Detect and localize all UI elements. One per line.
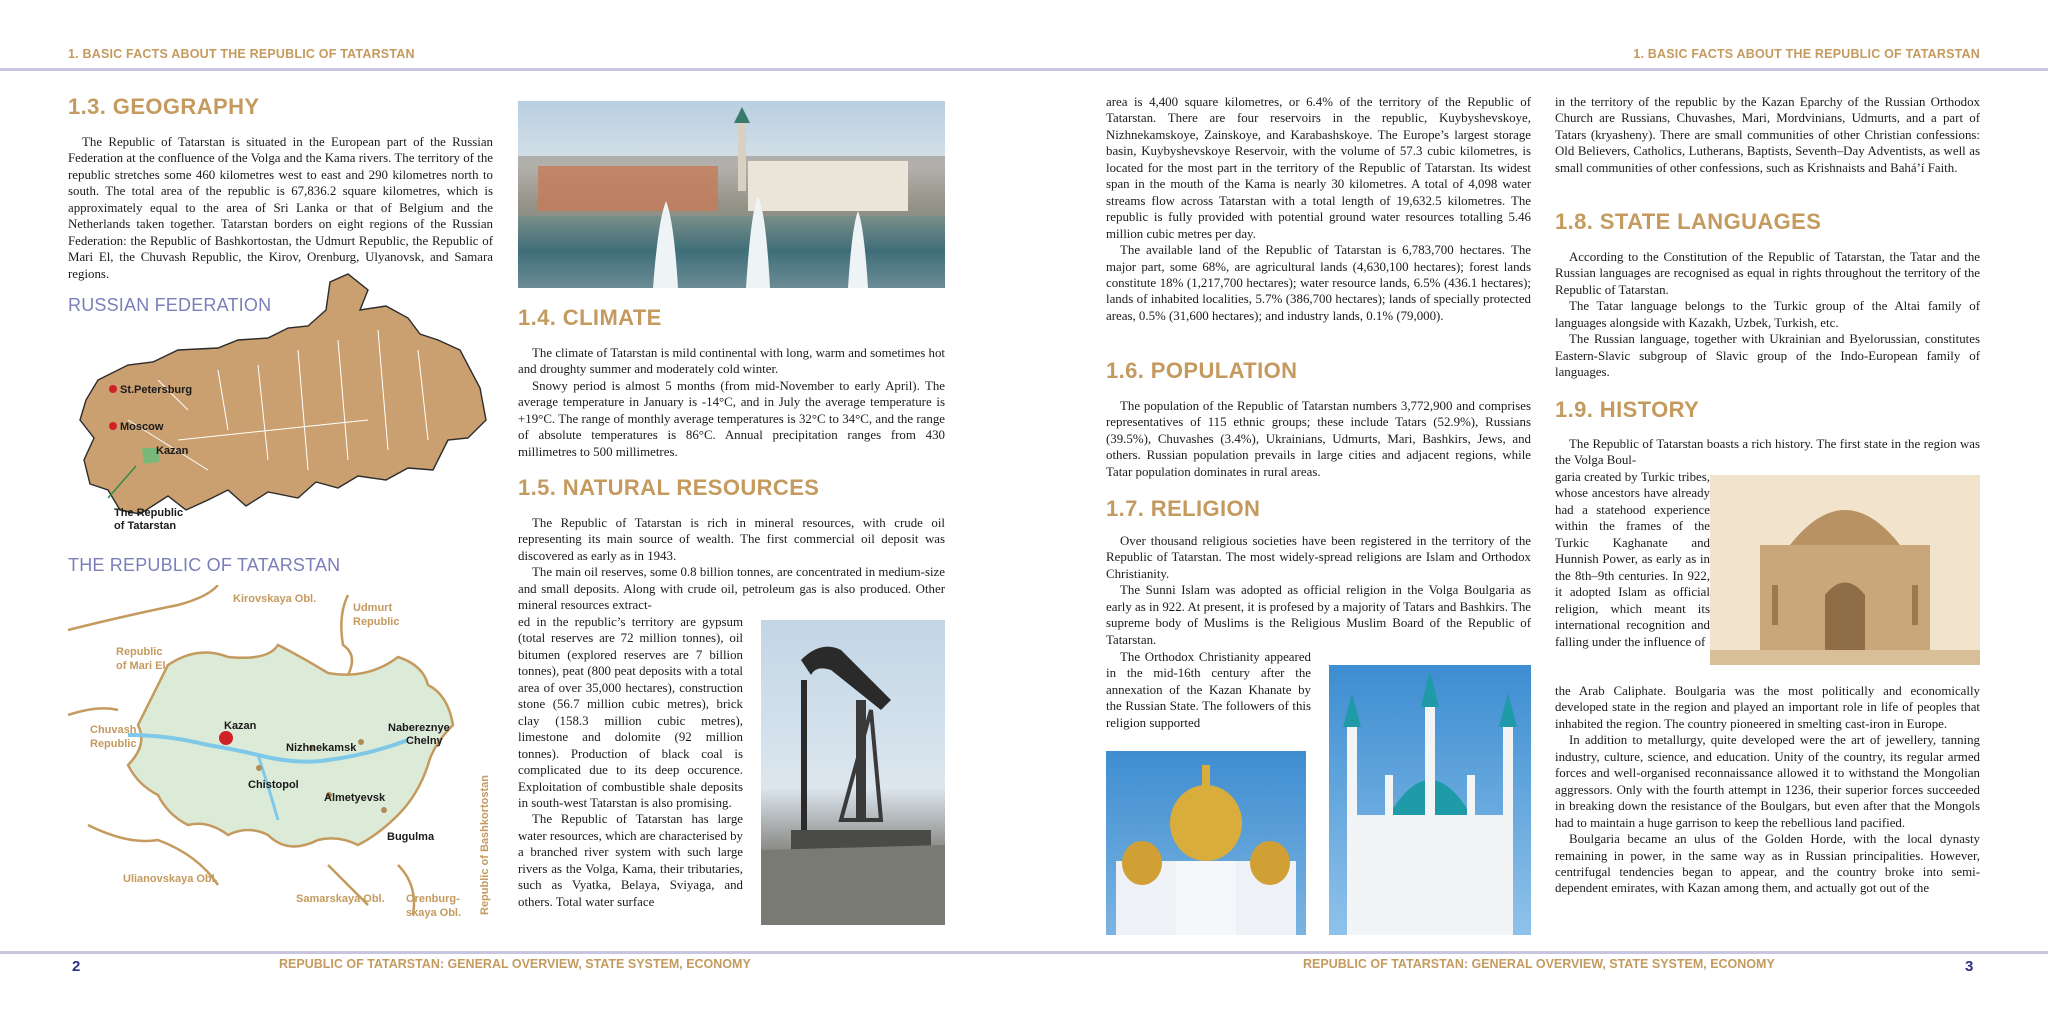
label-tatarstan-1: The Republic bbox=[114, 507, 184, 519]
section-title-languages: 1.8. STATE LANGUAGES bbox=[1555, 209, 1822, 234]
label-bashkortostan: Republic of Bashkortostan bbox=[479, 775, 491, 915]
label-kazan-russia: Kazan bbox=[156, 445, 189, 457]
spb-marker bbox=[109, 385, 117, 393]
section-title-climate: 1.4. CLIMATE bbox=[518, 305, 662, 330]
label-chelny-1: Nabereznye bbox=[388, 722, 450, 734]
section-title-religion: 1.7. RELIGION bbox=[1106, 496, 1261, 521]
tatarstan-map bbox=[68, 585, 498, 925]
running-header-right: 1. BASIC FACTS ABOUT THE REPUBLIC OF TATARSTAN bbox=[1633, 47, 1980, 61]
mosque-photo bbox=[1329, 665, 1531, 935]
section-title-geography: 1.3. GEOGRAPHY bbox=[68, 94, 260, 119]
running-footer-right: REPUBLIC OF TATARSTAN: GENERAL OVERVIEW, STATE SYSTEM, ECONOMY bbox=[1303, 957, 1775, 971]
header-rule bbox=[0, 68, 2048, 71]
mausoleum-art bbox=[1710, 475, 1980, 665]
label-chelny-2: Chelny bbox=[406, 735, 443, 747]
label-moscow: Moscow bbox=[120, 421, 164, 433]
religion-text-1: Over thousand religious societies have been registered in the territory of the Republic of Tatarstan. The most widely-spread religions are Islam and Orthodox Christianity. The Sunni Islam was adopted as official religion in the Volga Boulgaria as early as in 922. At present, it is profesed by a majority of Tatars and Bashkirs. The supreme body of Muslims is the Religious Muslim Board of the Republic of Tatarstan. bbox=[1106, 534, 1531, 647]
mausoleum-photo bbox=[1710, 475, 1980, 665]
label-udmurt-2: Republic bbox=[353, 616, 400, 628]
natural-text-1: The Republic of Tatarstan is rich in mineral resources, with crude oil representing its main source of wealth. The first commercial oil deposit was discovered as early as in 1943. The main oil reserves, some 0.8 billion tonnes, are concentrated in medium-size and small deposits. Along with crude oil, petroleum gas is also produced. Other mineral resources extract- bbox=[518, 516, 945, 613]
geography-text: The Republic of Tatarstan is situated in the European part of the Russian Federation at the confluence of the Volga and the Kama rivers. The territory of the republic stretches some 460 kilometres west to east and 290 kilometres north to south. The total area of the republic is 67,836.2 square kilometres, which is approximately equal to the area of Sri Lanka or that of Belgium and the Netherlands taken together. Tatarstan borders on eight regions of the Russian Federation: the Republic of Bashkortostan, the Udmurt Republic, the Republic of Mari El, the Chuvash Republic, the Kirov, Orenburg, Ulyanovsk, and Samara regions. bbox=[68, 135, 493, 281]
label-orenburg-2: skaya Obl. bbox=[406, 907, 462, 919]
label-mari-1: Republic bbox=[116, 646, 163, 658]
running-header-left: 1. BASIC FACTS ABOUT THE REPUBLIC OF TATARSTAN bbox=[68, 47, 415, 61]
label-kirov: Kirovskaya Obl. bbox=[233, 593, 317, 605]
bugulma-marker bbox=[381, 807, 387, 813]
russia-map bbox=[68, 270, 498, 540]
religion-text-cont: in the territory of the republic by the Kazan Eparchy of the Russian Orthodox Church are Russians, Chuvashes, Mari, Mordvinians, Udmurts, and a part of Tatars (kryasheny). There are small communities of other Christian confessions: Old Believers, Catholics, Lutherans, Baptists, Seventh–Day Adventists, as well as small communities of other confessions, such as Krishnaists and Bahá’í Faith. bbox=[1555, 95, 1980, 175]
kazan-capital-marker bbox=[219, 731, 233, 745]
label-nizhnekamsk: Nizhnekamsk bbox=[286, 742, 357, 754]
label-almetyevsk: Almetyevsk bbox=[324, 792, 386, 804]
orthodox-church-photo bbox=[1106, 751, 1306, 935]
languages-text: According to the Constitution of the Republic of Tatarstan, the Tatar and the Russian languages are recognised as equal in rights throughout the territory of the Republic of Tatarstan. The Tatar language belongs to the Turkic group of the Altai family of languages alongside with Kazakh, Uzbek, Turkish, etc. The Russian language, together with Ukrainian and Byelorussian, constitutes Eastern-Slavic subgroup of Slavic group of the Indo-European family of languages. bbox=[1555, 250, 1980, 380]
label-tatarstan-2: of Tatarstan bbox=[114, 520, 177, 532]
oil-pump-photo bbox=[761, 620, 945, 925]
chelny-marker bbox=[358, 739, 364, 745]
history-text-3: the Arab Caliphate. Boulgaria was the most politically and economically developed state in the region and played an important role in life of peoples that inhabited the region. The country pioneered in smelting cast-iron in Europe. In addition to metallurgy, quite developed were the art of jewellery, tanning industry, culture, science, and education. Unity of the country, its regular armed forces and well-organised reconnaissance allowed it to withstand the Mongolian aggressors. Only with the fourth attempt in 1236, their superior forces succeeded in breaking down the resistance of the Boulgars, but even after that the Mongols had to maintain a huge garrison to keep the rebellious land pacified. Boulgaria became an ulus of the Golden Horde, with the local dynasty remaining in power, in the same way as in Russian principalities. However, centrifugal tendencies began to appear, and the country broke into semi-dependent emirates, with Kazan among them, and actually got out of the bbox=[1555, 684, 1980, 896]
label-ulianovsk: Ulianovskaya Obl. bbox=[123, 873, 218, 885]
kazan-city-photo bbox=[518, 101, 945, 288]
label-chuvash-1: Chuvash bbox=[90, 724, 137, 736]
religion-text-2: The Orthodox Christianity appeared in the mid-16th century after the annexation of the Kazan Khanate by the Russian State. The followers of this religion supported bbox=[1106, 650, 1311, 730]
section-title-history: 1.9. HISTORY bbox=[1555, 397, 1700, 422]
section-title-population: 1.6. POPULATION bbox=[1106, 358, 1298, 383]
map-title-tatarstan: THE REPUBLIC OF TATARSTAN bbox=[68, 555, 341, 575]
label-chuvash-2: Republic bbox=[90, 738, 137, 750]
page-number-left: 2 bbox=[72, 958, 81, 975]
border-line-3 bbox=[68, 708, 118, 715]
label-orenburg-1: Orenburg- bbox=[406, 893, 460, 905]
label-mari-2: of Mari El bbox=[116, 660, 166, 672]
chistopol-marker bbox=[256, 765, 262, 771]
moscow-marker bbox=[109, 422, 117, 430]
history-text-1: The Republic of Tatarstan boasts a rich history. The first state in the region was the Volga Boul- bbox=[1555, 437, 1980, 468]
water-land-text: area is 4,400 square kilometres, or 6.4% of the territory of the Republic of Tatarstan. There are four reservoirs in the republic, Kuybyshevskoye, Nizhnekamskoye, Zainskoye, and Karabashskoye. The Europe’s largest storage basin, Kuybyshevskoye Reservoir, with the volume of 57.3 cubic kilometres, is located for the most part in the territory of the Republic of Tatarstan. Its widest span in the mouth of the Kama is nearly 30 kilometres. A total of 4,098 water streams flow across Tatarstan with a total length of 19,632.5 kilometres. The republic is fully provided with potential ground water resources totalling 5.46 million cubic metres per day. The available land of the Republic of Tatarstan is 6,783,700 hectares. The major part, some 68%, are agricultural lands (4,630,100 hectares); forest lands constitute 18% (1,217,700 hectares); water resource lands, 6.5% (436.1 hectares); lands of inhabited localities, 5.7% (386,700 hectares); lands of specially protected areas, 0.5% (31,600 hectares); and industry lands, 0.1% (79,000). bbox=[1106, 95, 1531, 323]
page-number-right: 3 bbox=[1965, 958, 1974, 975]
border-line-1 bbox=[68, 585, 218, 630]
label-chistopol: Chistopol bbox=[248, 779, 299, 791]
map-title-russia: RUSSIAN FEDERATION bbox=[68, 295, 272, 315]
section-title-natural: 1.5. NATURAL RESOURCES bbox=[518, 475, 820, 500]
natural-text-2: ed in the republic’s territory are gypsum (total reserves are 72 million tonnes), oil bitumen (explored reserves are 7 billion tonnes), peat (800 peat deposits with a total area of over 35,000 hectares), construction stone (56.7 million cubic metres), brick clay (158.3 million cubic metres), limestone and dolomite (92 million tonnes). Production of black coal is complicated due to its deep occurence. Exploitation of combustible shale deposits in south-west Tatarstan is also promising. The Republic of Tatarstan has large water resources, which are characterised by a branched river system with such large rivers as the Volga, Kama, their tributaries, such as Vyatka, Belaya, Sviyaga, and others. Total water surface bbox=[518, 615, 743, 909]
church-art bbox=[1106, 751, 1306, 935]
label-kazan-city: Kazan bbox=[224, 720, 257, 732]
mosque-art bbox=[1329, 665, 1531, 935]
label-samara: Samarskaya Obl. bbox=[296, 893, 385, 905]
history-text-2: garia created by Turkic tribes, whose ancestors have already had a statehood experience within the frames of the Turkic Kaghanate and Hunnish Power, as early as in the 8th–9th centuries. In 922, it adopted Islam as official religion, which meant its international recognition and falling under the influence of bbox=[1555, 470, 1710, 649]
label-udmurt-1: Udmurt bbox=[353, 602, 393, 614]
border-line-5 bbox=[328, 865, 414, 915]
footer-rule bbox=[0, 951, 2048, 954]
border-line-2 bbox=[341, 595, 352, 675]
label-bugulma: Bugulma bbox=[387, 831, 435, 843]
running-footer-left: REPUBLIC OF TATARSTAN: GENERAL OVERVIEW, STATE SYSTEM, ECONOMY bbox=[279, 957, 751, 971]
climate-text: The climate of Tatarstan is mild continental with long, warm and sometimes hot and droughty summer and moderately cold winter. Snowy period is almost 5 months (from mid-November to early April). The average temperature in January is -14°C, and in July the average temperature is +19°C. The range of monthly average temperatures is 32°C to 34°C, and the range of absolute temperatures is 86°C. Annual precipitation ranges from 430 millimetres to 500 millimetres. bbox=[518, 346, 945, 459]
label-spb: St.Petersburg bbox=[120, 384, 193, 396]
population-text: The population of the Republic of Tatarstan numbers 3,772,900 and comprises representatives of 115 ethnic groups; these include Tatars (52.9%), Russians (39.5%), Chuvashes (3.4%), Ukrainians, Udmurts, Mari, Bashkirs, Jews, and others. Russian population prevails in large cities and adjacent regions, while Tatar population dominates in rural areas. bbox=[1106, 399, 1531, 479]
oil-pump-art bbox=[761, 620, 945, 925]
city-photo-art bbox=[518, 101, 945, 288]
